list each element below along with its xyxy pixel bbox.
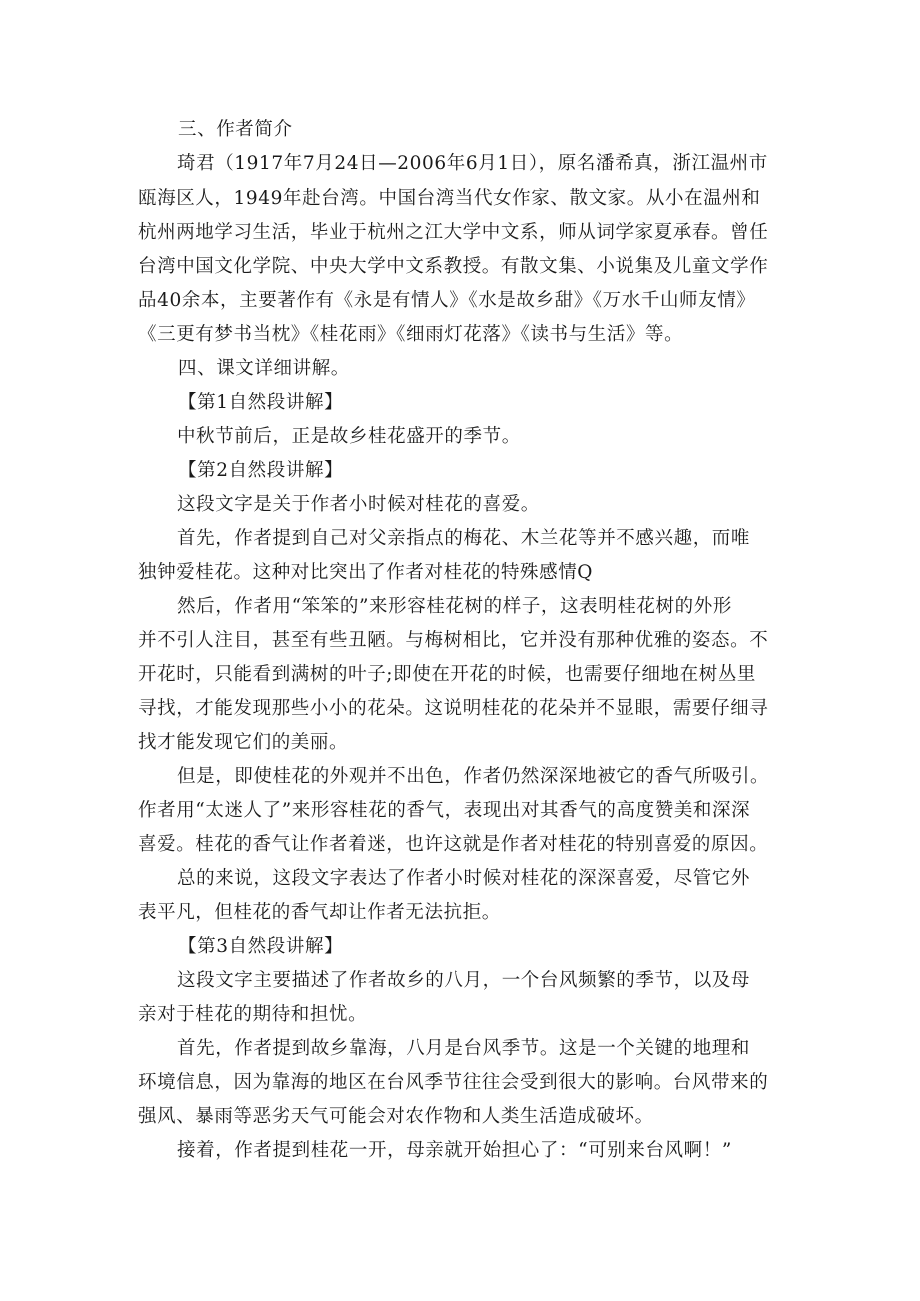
subheading-paragraph-2: 【第2自然段讲解】 [178, 460, 344, 481]
subheading-paragraph-3: 【第3自然段讲解】 [178, 936, 344, 957]
paragraph-line: 琦君（1917年7月24日—2006年6月1日），原名潘希真，浙江温州市 [177, 153, 768, 174]
paragraph-line: 喜爱。桂花的香气让作者着迷，也许这就是作者对桂花的特别喜爱的原因。 [138, 834, 769, 855]
section-heading-text-explanation: 四、课文详细讲解。 [178, 358, 350, 379]
paragraph-line: 开花时，只能看到满树的叶子;即使在开花的时候，也需要仔细地在树丛里 [138, 664, 757, 685]
paragraph-line: 首先，作者提到自己对父亲指点的梅花、木兰花等并不感兴趣，而唯 [177, 528, 751, 549]
paragraph-line: 环境信息，因为靠海的地区在台风季节往往会受到很大的影响。台风带来的 [138, 1072, 769, 1093]
paragraph-line: 强风、暴雨等恶劣天气可能会对农作物和人类生活造成破坏。 [138, 1106, 654, 1127]
paragraph-line: 寻找，才能发现那些小小的花朵。这说明桂花的花朵并不显眼，需要仔细寻 [138, 698, 769, 719]
paragraph-line: 并不引人注目，甚至有些丑陋。与梅树相比，它并没有那种优雅的姿态。不 [138, 630, 769, 651]
paragraph-line: 但是，即使桂花的外观并不出色，作者仍然深深地被它的香气所吸引。 [177, 766, 770, 787]
paragraph-line: 杭州两地学习生活，毕业于杭州之江大学中文系，师从词学家夏承春。曾任 [138, 222, 769, 243]
paragraph-line: 亲对于桂花的期待和担忧。 [138, 1004, 368, 1025]
paragraph-line: 总的来说，这段文字表达了作者小时候对桂花的深深喜爱，尽管它外 [177, 868, 751, 889]
paragraph-line: 这段文字是关于作者小时候对桂花的喜爱。 [177, 494, 540, 515]
section-heading-author-intro: 三、作者简介 [178, 119, 293, 140]
paragraph-line: 作者用“太迷人了”来形容桂花的香气，表现出对其香气的高度赞美和深深 [138, 800, 751, 821]
paragraph-line: 表平凡，但桂花的香气却让作者无法抗拒。 [138, 902, 501, 923]
paragraph-line: 台湾中国文化学院、中央大学中文系教授。有散文集、小说集及儿童文学作 [138, 256, 769, 277]
paragraph-line: 中秋节前后，正是故乡桂花盛开的季节。 [177, 426, 521, 447]
paragraph-line: 找才能发现它们的美丽。 [138, 732, 349, 753]
subheading-paragraph-1: 【第1自然段讲解】 [178, 392, 344, 413]
paragraph-line: 这段文字主要描述了作者故乡的八月，一个台风频繁的季节，以及母 [177, 970, 751, 991]
paragraph-line: 接着，作者提到桂花一开，母亲就开始担心了：“可别来台风啊！” [177, 1140, 732, 1161]
paragraph-line: 独钟爱桂花。这种对比突出了作者对桂花的特殊感情Q [138, 562, 594, 583]
paragraph-line: 首先，作者提到故乡靠海，八月是台风季节。这是一个关键的地理和 [177, 1038, 751, 1059]
paragraph-line: 《三更有梦书当枕》《桂花雨》《细雨灯花落》《读书与生活》等。 [138, 324, 684, 345]
paragraph-line: 瓯海区人，1949年赴台湾。中国台湾当代女作家、散文家。从小在温州和 [138, 188, 761, 209]
paragraph-line: 品40余本，主要著作有《永是有情人》《水是故乡甜》《万水千山师友情》 [138, 290, 756, 311]
paragraph-line: 然后，作者用“笨笨的”来形容桂花树的样子，这表明桂花树的外形 [177, 596, 732, 617]
